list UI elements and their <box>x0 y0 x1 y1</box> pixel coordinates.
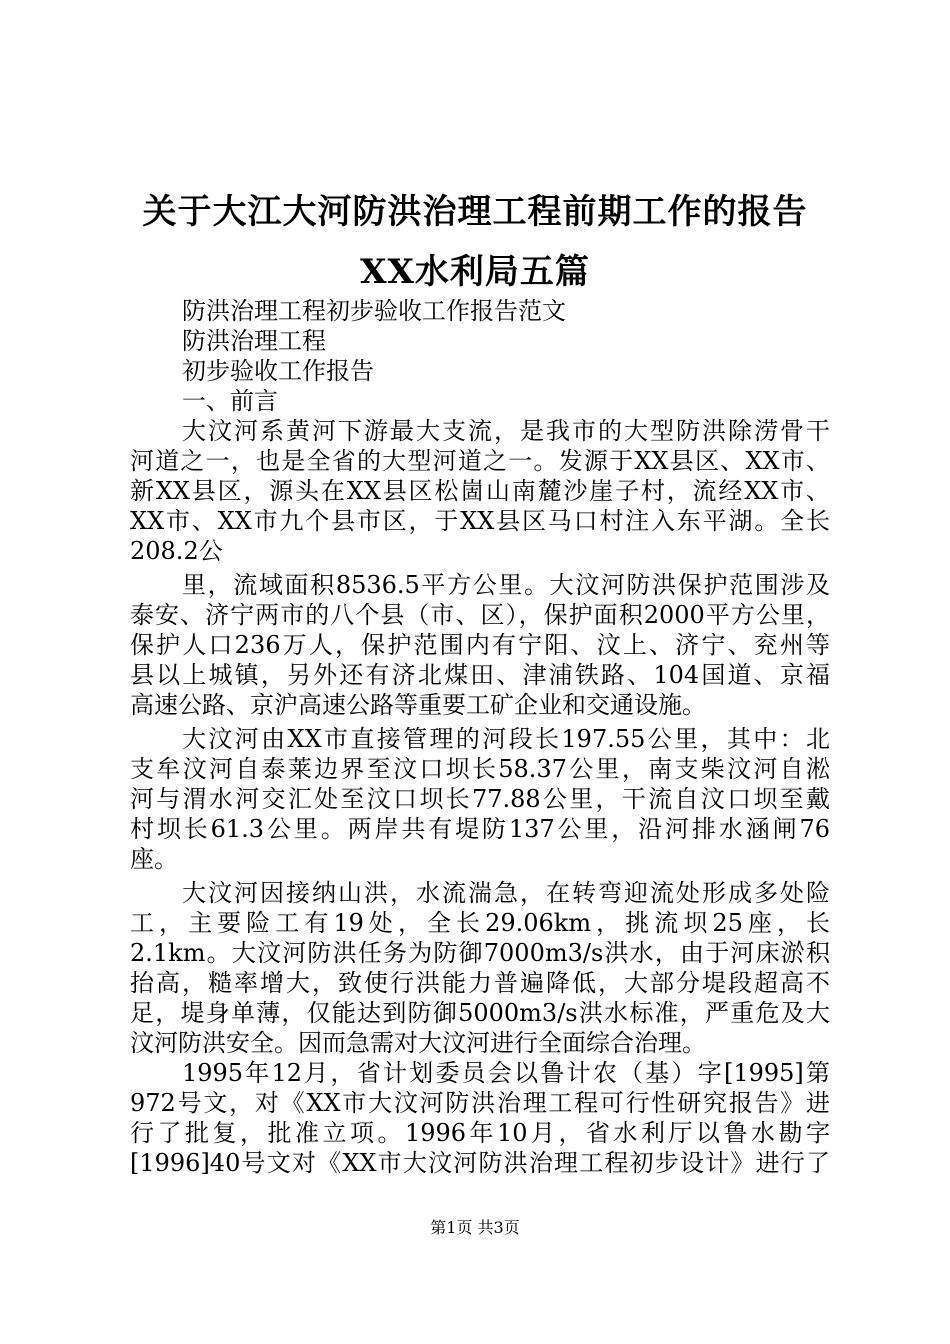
text-line: 足，堤身单薄，仅能达到防御5000m3/s洪水标准，严重危及大 <box>130 999 830 1027</box>
document-title-line1: 关于大江大河防洪治理工程前期工作的报告 <box>142 192 808 232</box>
text-line: 县以上城镇，另外还有济北煤田、津浦铁路、104国道、京福 <box>130 661 830 689</box>
text-line: 泰安、济宁两市的八个县（市、区），保护面积2000平方公里， <box>130 601 830 629</box>
text-line: 972号文，对《XX市大汶河防洪治理工程可行性研究报告》进 <box>130 1089 830 1117</box>
document-body <box>130 296 830 1178</box>
section-heading-preface: 一、前言 <box>182 387 278 415</box>
text-line: 河与渭水河交汇处至汶口坝长77.88公里，干流自汶口坝至戴 <box>130 785 830 813</box>
text-line: XX市、XX市九个县市区，于XX县区马口村注入东平湖。全长 <box>130 507 830 535</box>
text-line: 行了批复，批准立项。1996年10月，省水利厅以鲁水勘字 <box>130 1119 830 1147</box>
text-line: 2.1km。大汶河防洪任务为防御7000m3/s洪水，由于河床淤积 <box>130 939 830 967</box>
text-line: 工，主要险工有19处，全长29.06km，挑流坝25座，长 <box>130 909 830 937</box>
text-line: 大汶河因接纳山洪，水流湍急，在转弯迎流处形成多处险 <box>182 879 830 907</box>
document-title-line2: XX水利局五篇 <box>360 252 590 292</box>
text-line: 保护人口236万人，保护范围内有宁阳、汶上、济宁、兖州等 <box>130 631 830 659</box>
text-line: 汶河防洪安全。因而急需对大汶河进行全面综合治理。 <box>130 1029 706 1057</box>
page-footer: 第1页 共3页 <box>430 1218 520 1237</box>
text-line: 1995年12月，省计划委员会以鲁计农（基）字[1995]第 <box>182 1059 830 1087</box>
text-line: 支牟汶河自泰莱边界至汶口坝长58.37公里，南支柴汶河自淞 <box>130 755 830 783</box>
paragraph-flood-risk <box>130 878 830 1058</box>
section-heading-project: 防洪治理工程 <box>182 327 326 355</box>
text-line: 座。 <box>130 845 178 873</box>
text-line: [1996]40号文对《XX市大汶河防洪治理工程初步设计》进行了 <box>130 1149 830 1177</box>
paragraph-river-sections <box>130 724 830 874</box>
text-line: 高速公路、京沪高速公路等重要工矿企业和交通设施。 <box>130 691 706 719</box>
text-line: 村坝长61.3公里。两岸共有堤防137公里，沿河排水涵闸76 <box>130 815 830 843</box>
paragraph-protection-area <box>130 570 830 720</box>
text-line: 河道之一，也是全省的大型河道之一。发源于XX县区、XX市、 <box>130 447 830 475</box>
paragraph-approval-history <box>130 1058 830 1178</box>
text-line: 里，流域面积8536.5平方公里。大汶河防洪保护范围涉及 <box>182 571 830 599</box>
text-line: 新XX县区，源头在XX县区松崮山南麓沙崖子村，流经XX市、 <box>130 477 830 505</box>
paragraph-river-overview <box>130 416 830 566</box>
section-heading-report: 初步验收工作报告 <box>182 357 374 385</box>
subtitle-heading: 防洪治理工程初步验收工作报告范文 <box>182 297 566 325</box>
text-line: 208.2公 <box>130 537 223 565</box>
text-line: 大汶河由XX市直接管理的河段长197.55公里，其中：北 <box>182 725 830 753</box>
text-line: 抬高，糙率增大，致使行洪能力普遍降低，大部分堤段超高不 <box>130 969 830 997</box>
text-line: 大汶河系黄河下游最大支流，是我市的大型防洪除涝骨干 <box>182 417 830 445</box>
